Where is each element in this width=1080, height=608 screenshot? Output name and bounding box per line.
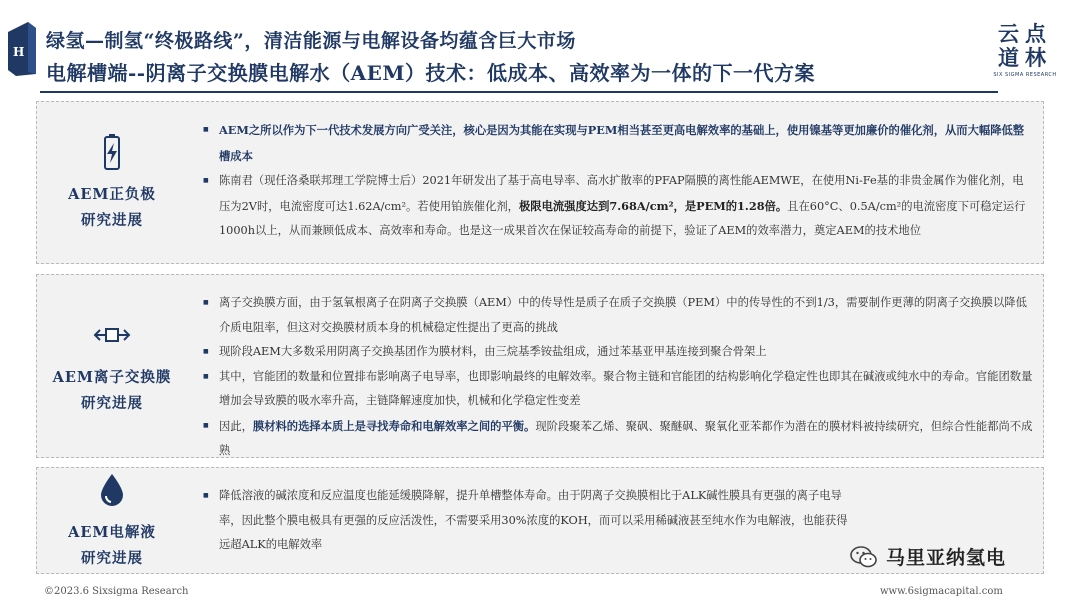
panel-content [203,275,1033,457]
building-logo-icon [6,18,38,78]
panel-label: AEM正负极 研究进展 [68,185,156,229]
list-item: ■ 现阶段AEM大多数采用阴离子交换基团作为膜材料，由三烷基季铵盐组成，通过苯基亚甲基连接到聚合骨架上 [203,340,1033,365]
panel-side [37,275,187,457]
wechat-account-name: 马里亚纳氢电 [886,547,1007,569]
footer-copyright: ©2023.6 Sixsigma Research [44,586,189,597]
wechat-watermark [850,543,1006,570]
footer-website: www.6sigmacapital.com [880,586,1003,597]
svg-text:H: H [13,45,25,59]
panel-side [37,102,187,263]
panel-electrode [36,101,1044,264]
page-subtitle: 电解槽端--阴离子交换膜电解水（AEM）技术：低成本、高效率为一体的下一代方案 [46,61,816,85]
wechat-icon [850,545,878,569]
membrane-exchange-icon [92,315,132,355]
list-item: ■ 降低溶液的碱浓度和反应温度也能延缓膜降解，提升单槽整体寿命。由于阴离子交换膜相比于ALK碱性膜具有更强的离子电导率，因此整个膜电极具有更强的反应活泼性，不需要采用30%浓度的KOH，而可以采用稀碱液甚至纯水作为电解液，也能获得远超ALK的电解效率 [203,484,1033,558]
list-item: ■ 陈南君（现任洛桑联邦理工学院博士后）2021年研发出了基于高电导率、高水扩散率的PFAP隔膜的离性能AEMWE，在使用Ni-Fe基的非贵金属作为催化剂，电压为2V时，电流密度可达1.62A/cm²。若使用铂族催化剂，极限电流强度达到7.68A/cm²，是PEM的1.28倍。且在60°C、0.5A/cm²的电流密度下可稳定运行1000h以上，从而兼顾低成本、高效率和寿命。也是这一成果首次在保证较高寿命的前提下，验证了AEM的效率潜力，奠定AEM的技术地位 [203,169,1033,244]
list-item: ■ 其中，官能团的数量和位置排布影响离子电导率，也即影响最终的电解效率。聚合物主链和官能团的结构影响化学稳定性也即其在碱液或纯水中的寿命。官能团数量增加会导致膜的吸水率升高，主链降解速度加快，机械和化学稳定性变差 [203,365,1033,414]
panel-content [203,102,1033,263]
panel-side [37,468,187,573]
brand-line3: SIX SIGMA RESEARCH [993,72,1057,78]
brand-line2: 道林 [998,45,1052,70]
brand-logo [985,22,1065,94]
panel-label: AEM电解液 研究进展 [68,523,156,567]
water-drop-icon [92,470,132,510]
panel-label: AEM离子交换膜 研究进展 [52,369,172,412]
title-divider [40,91,998,93]
brand-line1: 云点 [998,21,1052,46]
page-title: 绿氢—制氢“终极路线”，清洁能源与电解设备均蕴含巨大市场 [46,30,576,52]
panel-membrane [36,274,1044,458]
list-item: ■ AEM之所以作为下一代技术发展方向广受关注，核心是因为其能在实现与PEM相当甚至更高电解效率的基础上，使用镍基等更加廉价的催化剂，从而大幅降低整槽成本 [203,118,1033,169]
list-item: ■ 离子交换膜方面，由于氢氧根离子在阴离子交换膜（AEM）中的传导性是质子在质子交换膜（PEM）中的传导性的不到1/3，需要制作更薄的阴离子交换膜以降低介质电阻率，但这对交换膜材质本身的机械稳定性提出了更高的挑战 [203,291,1033,340]
list-item: ■ 因此，膜材料的选择本质上是寻找寿命和电解效率之间的平衡。现阶段聚苯乙烯、聚砜、聚醚砜、聚氧化亚苯都作为潜在的膜材料被持续研究，但综合性能都尚不成熟 [203,414,1033,464]
battery-charge-icon [92,132,132,172]
